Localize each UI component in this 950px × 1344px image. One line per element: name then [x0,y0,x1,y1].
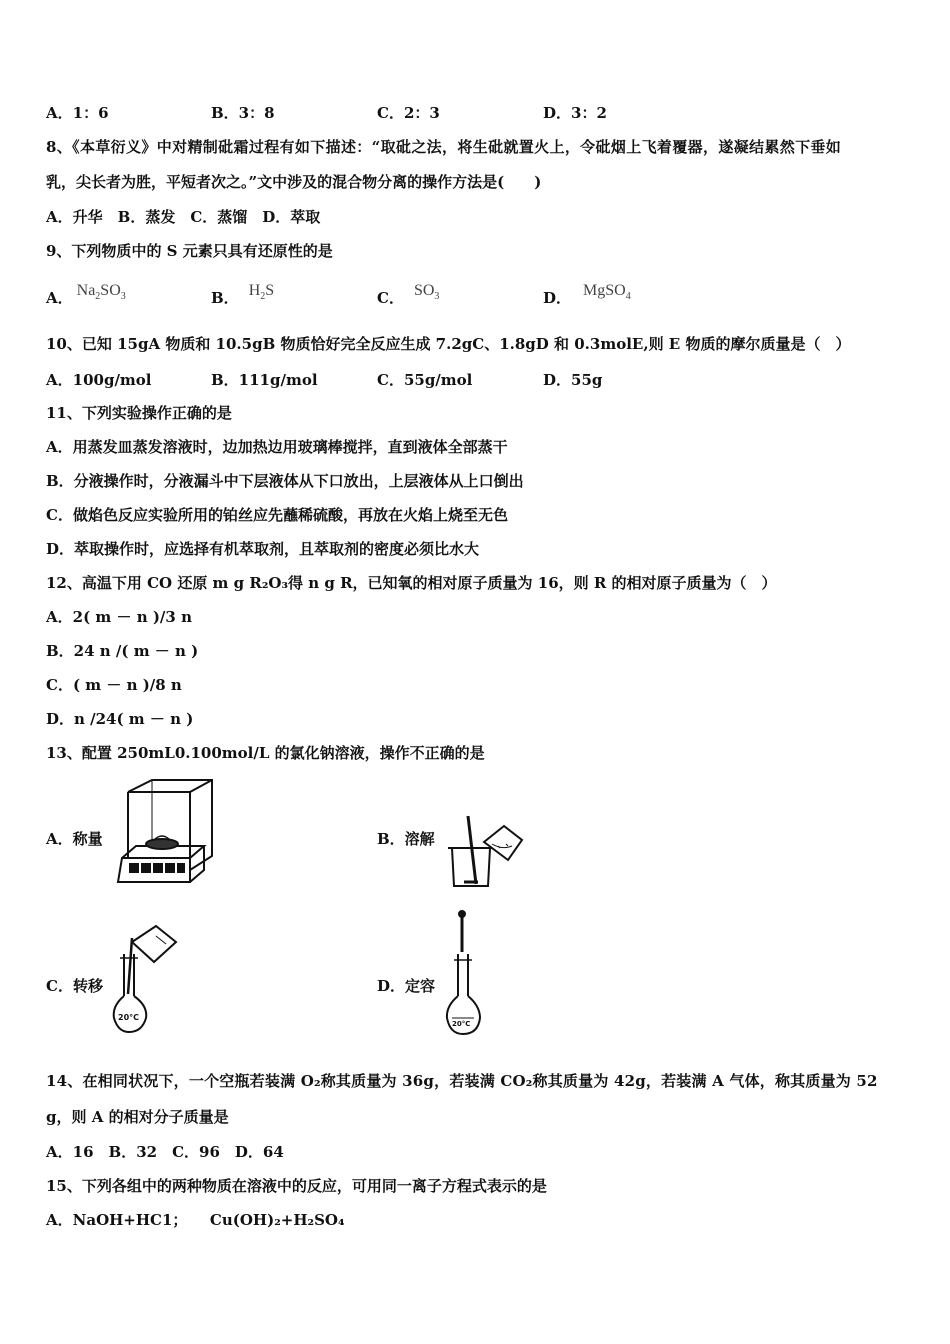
q10-option-b: B．111g/mol [211,371,318,389]
fixing-volume-flask-illustration [444,910,494,1036]
q14-stem-line-1: 14、在相同状况下，一个空瓶若装满 O₂称其质量为 36g，若装满 CO₂称其质量为 42g，若装满 A 气体，称其质量为 52 [46,1072,878,1090]
q11-option-a: A．用蒸发皿蒸发溶液时，边加热边用玻璃棒搅拌，直到液体全部蒸干 [46,438,508,456]
q9-option-a [46,282,126,310]
q7-option-d: D．3：2 [543,104,607,122]
q12-option-c: C．( m － n )/8 n [46,676,182,694]
q11-option-d: D．萃取操作时，应选择有机萃取剂，且萃取剂的密度必须比水大 [46,540,480,558]
q9-option-c [377,282,440,310]
q9-formula-d: MgSO$_4$ [583,282,631,303]
q12-stem: 12、高温下用 CO 还原 m g R₂O₃得 n g R，已知氧的相对原子质量为 16，则 R 的相对原子质量为（ ） [46,574,777,592]
dissolving-beaker-illustration [446,812,526,890]
svg-text:20°C: 20°C [118,1013,140,1022]
q7-option-a: A．1：6 [46,104,109,122]
q13-stem: 13、配置 250mL0.100mol/L 的氯化钠溶液，操作不正确的是 [46,744,485,762]
q9-option-b [211,282,275,310]
q9-stem: 9、下列物质中的 S 元素只具有还原性的是 [46,242,333,260]
q8-options: A．升华 B．蒸发 C．蒸馏 D．萃取 [46,208,321,226]
q15-stem: 15、下列各组中的两种物质在溶液中的反应，可用同一离子方程式表示的是 [46,1177,547,1195]
q14-options: A．16 B．32 C．96 D．64 [46,1143,284,1161]
q10-option-a: A．100g/mol [46,371,152,389]
q10-option-d: D．55g [543,371,603,389]
q14-stem-line-2: g，则 A 的相对分子质量是 [46,1108,229,1126]
q13-option-b-label: B．溶解 [377,830,435,848]
q9-letter-d: D． [543,289,572,307]
q11-option-b: B．分液操作时，分液漏斗中下层液体从下口放出，上层液体从上口倒出 [46,472,524,490]
balance-illustration [112,778,220,888]
q12-option-a: A．2( m － n )/3 n [46,608,192,626]
q11-stem: 11、下列实验操作正确的是 [46,404,232,422]
q9-letter-b: B． [211,289,239,307]
q9-letter-a: A． [46,289,73,307]
q12-option-b: B．24 n /( m － n ) [46,642,199,660]
q10-stem: 10、已知 15gA 物质和 10.5gB 物质恰好完全反应生成 7.2gC、1.8gD 和 0.3molE,则 E 物质的摩尔质量是（ ） [46,335,851,353]
q13-option-c-label: C．转移 [46,977,103,995]
q9-formula-c: $SO_3$ [413,282,440,303]
svg-text:20°C: 20°C [452,1020,471,1028]
q13-option-a-label: A．称量 [46,830,103,848]
q7-option-b: B．3：8 [211,104,275,122]
q8-stem-line-1: 8、《本草衍义》中对精制砒霜过程有如下描述：“取砒之法，将生砒就置火上，令砒烟上飞着覆器，遂凝结累然下垂如 [46,138,842,156]
q11-option-c: C．做焰色反应实验所用的铂丝应先蘸稀硫酸，再放在火焰上烧至无色 [46,506,508,524]
q9-formula-b: $H_2S$ [248,282,275,303]
q9-option-d [543,282,631,310]
q15-option-a: A．NaOH+HC1； Cu(OH)₂+H₂SO₄ [46,1211,345,1229]
transfer-flask-illustration [110,918,180,1034]
q8-stem-line-2: 乳，尖长者为胜，平短者次之。”文中涉及的混合物分离的操作方法是( ) [46,173,542,191]
q9-letter-c: C． [377,289,404,307]
q13-option-d-label: D．定容 [377,977,436,995]
q7-option-c: C．2：3 [377,104,440,122]
q9-formula-a: $Na_2SO_3$ [76,282,126,303]
q10-option-c: C．55g/mol [377,371,473,389]
q12-option-d: D．n /24( m － n ) [46,710,194,728]
